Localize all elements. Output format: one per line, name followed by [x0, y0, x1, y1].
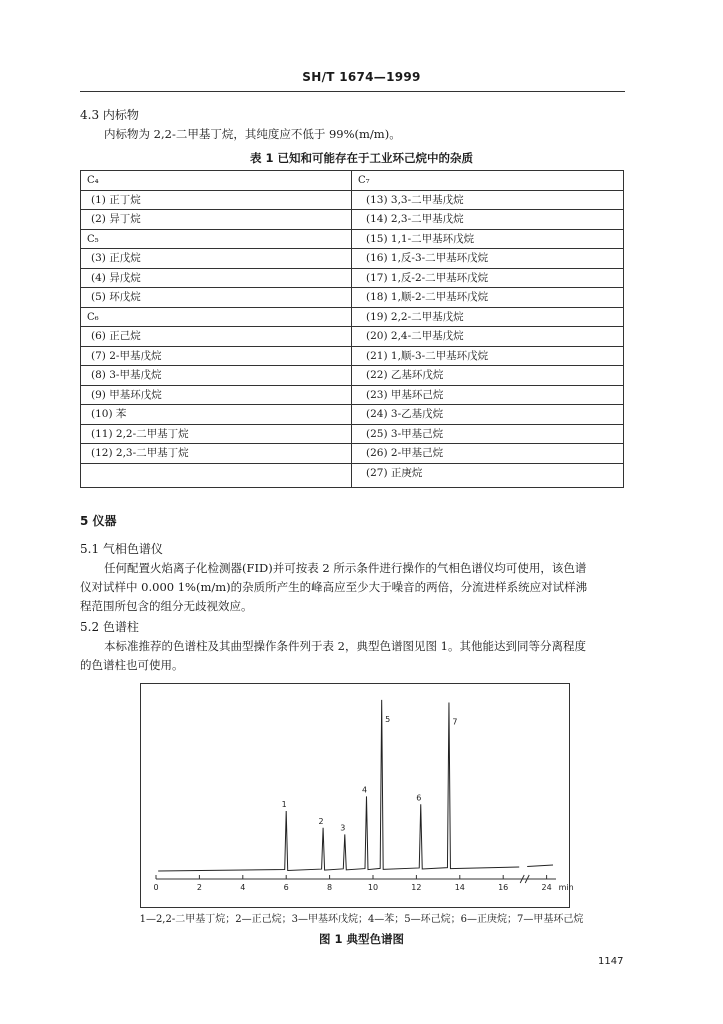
table-group-header: C₇ — [352, 171, 623, 191]
standard-code-header: SH/T 1674—1999 — [302, 70, 421, 84]
table-cell: (15) 1,1-二甲基环戊烷 — [352, 230, 623, 250]
table-cell: (1) 正丁烷 — [81, 191, 351, 211]
section-5-2-line-1: 本标准推荐的色谱柱及其曲型操作条件列于表 2，典型色谱图见图 1。其他能达到同等分离程度 — [104, 639, 586, 653]
section-5-heading: 5 仪器 — [80, 514, 117, 528]
table-cell: (2) 异丁烷 — [81, 210, 351, 230]
table-cell: (5) 环戊烷 — [81, 288, 351, 308]
section-5-2-heading: 5.2 色谱柱 — [80, 620, 139, 634]
table-cell: (4) 异戊烷 — [81, 269, 351, 289]
table-cell: (14) 2,3-二甲基戊烷 — [352, 210, 623, 230]
table-cell: (20) 2,4-二甲基戊烷 — [352, 327, 623, 347]
peak-label: 4 — [361, 785, 368, 795]
x-tick-label: 0 — [153, 883, 159, 892]
peak-label: 5 — [385, 714, 391, 724]
x-tick-label: 24 — [541, 883, 552, 892]
x-tick-label: 10 — [367, 883, 379, 892]
chromatogram-figure — [140, 683, 574, 908]
table-cell: (7) 2-甲基戊烷 — [81, 347, 351, 367]
table-1-caption: 表 1 已知和可能存在于工业环己烷中的杂质 — [249, 151, 473, 165]
table-cell: (9) 甲基环戊烷 — [81, 386, 351, 406]
table-cell: (11) 2,2-二甲基丁烷 — [81, 425, 351, 445]
table-cell: (21) 1,顺-3-二甲基环戊烷 — [352, 347, 623, 367]
section-5-2-line-2: 的色谱柱也可使用。 — [80, 658, 184, 672]
table-group-header: C₅ — [81, 230, 351, 250]
table-cell: (13) 3,3-二甲基戊烷 — [352, 191, 623, 211]
x-tick-label: 6 — [283, 883, 289, 892]
page-number: 1147 — [598, 956, 624, 967]
peak-label: 7 — [452, 717, 458, 727]
chromatogram-svg — [141, 684, 574, 907]
x-tick-label: 12 — [411, 883, 422, 892]
table-cell: (6) 正己烷 — [81, 327, 351, 347]
x-tick-label: 2 — [196, 883, 202, 892]
section-5-1-heading: 5.1 气相色谱仪 — [80, 542, 163, 556]
header-rule — [80, 91, 625, 92]
table-cell: (12) 2,3-二甲基丁烷 — [81, 444, 351, 464]
figure-1-caption: 图 1 典型色谱图 — [318, 932, 404, 946]
table-cell: (17) 1,反-2-二甲基环戊烷 — [352, 269, 623, 289]
table-cell: (26) 2-甲基己烷 — [352, 444, 623, 464]
x-tick-label: 14 — [454, 883, 465, 892]
section-4-3-heading: 4.3 内标物 — [80, 108, 139, 122]
impurities-table — [80, 170, 624, 488]
section-5-1-line-3: 程范围所包含的组分无歧视效应。 — [80, 599, 253, 613]
table-cell: (19) 2,2-二甲基戊烷 — [352, 308, 623, 328]
table-cell: (27) 正庚烷 — [366, 466, 423, 479]
table-group-header: C₆ — [81, 308, 351, 328]
table-cell: (23) 甲基环己烷 — [352, 386, 623, 406]
table-cell: (25) 3-甲基己烷 — [352, 425, 623, 445]
chromatogram-trace — [158, 700, 519, 871]
table-cell: (18) 1,顺-2-二甲基环戊烷 — [352, 288, 623, 308]
section-5-1-line-2: 仪对试样中 0.000 1%(m/m)的杂质所产生的峰高应至少大于噪音的两倍，分流进样系统应对试样沸 — [80, 580, 588, 594]
table-cell: (16) 1,反-3-二甲基环戊烷 — [352, 249, 623, 269]
x-tick-label: 4 — [240, 883, 246, 892]
x-tick-label: 16 — [498, 883, 509, 892]
figure-1-legend: 1—2,2-二甲基丁烷；2—正己烷；3—甲基环戊烷；4—苯；5—环己烷；6—正庚烷；7—甲基环己烷 — [139, 914, 584, 925]
x-tick-label: 8 — [327, 883, 333, 892]
table-cell: (24) 3-乙基戊烷 — [352, 405, 623, 425]
table-group-header: C₄ — [81, 171, 351, 191]
peak-label: 1 — [281, 800, 287, 810]
chromatogram-trace-tail — [527, 865, 553, 867]
peak-label: 6 — [416, 793, 422, 803]
table-cell: (3) 正戊烷 — [81, 249, 351, 269]
section-5-1-line-1: 任何配置火焰离子化检测器(FID)并可按表 2 所示条件进行操作的气相色谱仪均可使用，该色谱 — [104, 561, 587, 575]
table-cell: (8) 3-甲基戊烷 — [81, 366, 351, 386]
table-cell: (22) 乙基环戊烷 — [352, 366, 623, 386]
x-unit-label: min — [558, 883, 574, 892]
peak-label: 3 — [340, 823, 346, 833]
section-4-3-text: 内标物为 2,2-二甲基丁烷，其纯度应不低于 99%(m/m)。 — [104, 127, 401, 141]
peak-label: 2 — [318, 816, 324, 826]
table-cell: (10) 苯 — [81, 405, 351, 425]
